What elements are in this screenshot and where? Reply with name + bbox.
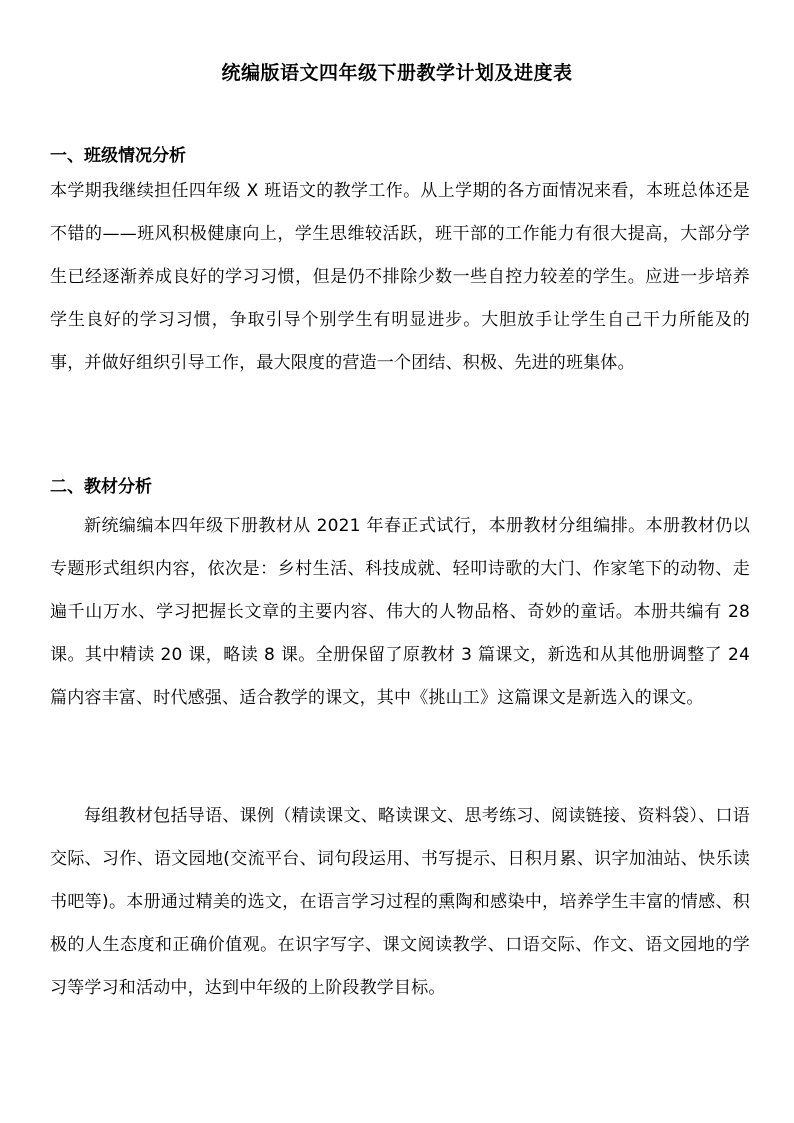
textbook-analysis-paragraph-1: 新统编编本四年级下册教材从 2021 年春正式试行，本册教材分组编排。本册教材仍以专题形式组织内容，依次是：乡村生活、科技成就、轻叩诗歌的大门、作家笔下的动物、走遍千山万水、学习把握长文章的主要内容、伟大的人物品格、奇妙的童话。本册共编有 28 课。其中精读 20 课，略读 8 课。全册保留了原教材 3 篇课文，新选和从其他册调整了 24 篇内容丰富、时代感强、适合教学的课文，其中《挑山工》这篇课文是新选入的课文。	[50, 516, 750, 708]
textbook-analysis-paragraph-2: 每组教材包括导语、课例（精读课文、略读课文、思考练习、阅读链接、资料袋）、口语交际、习作、语文园地(交流平台、词句段运用、书写提示、日积月累、识字加油站、快乐读书吧等)。本册通过精美的选文，在语言学习过程的熏陶和感染中，培养学生丰富的情感、积极的人生态度和正确价值观。在识字写字、课文阅读教学、口语交际、作文、语文园地的学习等学习和活动中，达到中年级的上阶段教学目标。	[50, 806, 750, 998]
class-analysis-paragraph: 本学期我继续担任四年级 X 班语文的教学工作。从上学期的各方面情况来看，本班总体还是不错的——班风积极健康向上，学生思维较活跃，班干部的工作能力有很大提高，大部分学生已经逐渐养成良好的学习习惯，但是仍不排除少数一些自控力较差的学生。应进一步培养学生良好的学习习惯，争取引导个别学生有明显进步。大胆放手让学生自己干力所能及的事，并做好组织引导工作，最大限度的营造一个团结、积极、先进的班集体。	[50, 181, 750, 373]
section-heading-textbook-analysis: 二、教材分析	[50, 477, 152, 497]
document-title: 统编版语文四年级下册教学计划及进度表	[221, 62, 573, 84]
section-heading-class-analysis: 一、班级情况分析	[50, 146, 186, 166]
